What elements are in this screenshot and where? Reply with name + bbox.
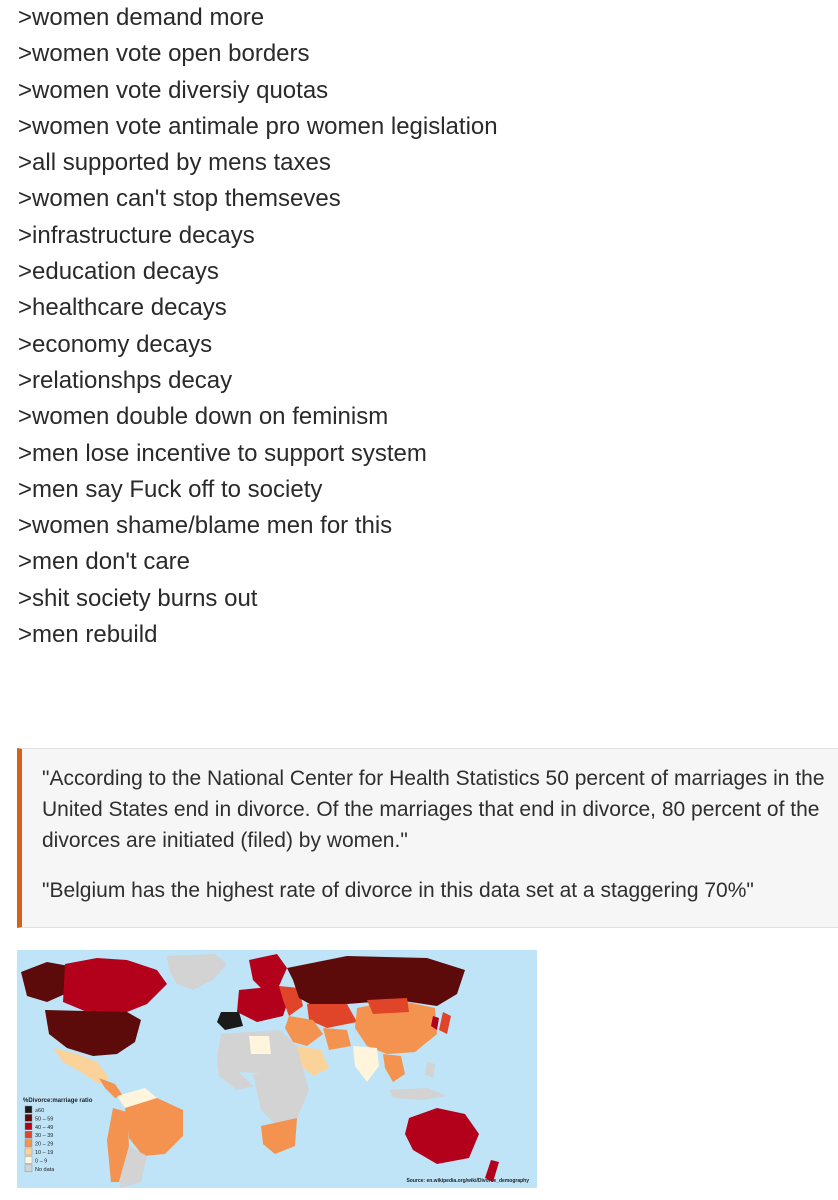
greentext-line: >education decays <box>18 258 219 286</box>
greentext-line: >infrastructure decays <box>18 221 255 249</box>
legend-swatch <box>25 1148 32 1155</box>
legend-label: 10 – 19 <box>35 1150 54 1156</box>
greentext-line: >healthcare decays <box>18 294 227 322</box>
greentext-list <box>18 0 498 653</box>
greentext-line: >all supported by mens taxes <box>18 149 331 177</box>
greentext-line: >economy decays <box>18 330 213 358</box>
legend-label: 30 – 39 <box>35 1133 54 1140</box>
legend-label: 50 – 59 <box>35 1116 54 1123</box>
greentext-line: >men lose incentive to support system <box>18 439 427 467</box>
greentext-line: >women can't stop themseves <box>18 185 341 213</box>
libya-egypt <box>249 1036 271 1054</box>
map-source: Source: en.wikipedia.org/wiki/Divorce_demography <box>406 1178 529 1184</box>
legend-swatch <box>25 1131 32 1138</box>
quote-paragraph-1: "According to the National Center for Health Statistics 50 percent of marriages in the United States end in divorce. Of the marriages that end in divorce, 80 percent of the divorces are initiated (filed) by women." <box>42 767 825 852</box>
greentext-line: >women double down on feminism <box>18 403 389 431</box>
legend-label: 40 – 49 <box>35 1124 54 1131</box>
blockquote <box>17 748 838 928</box>
legend-label: 0 – 9 <box>35 1158 48 1165</box>
legend-title: %Divorce:marriage ratio <box>23 1098 93 1104</box>
legend-label: ≥60 <box>35 1108 45 1114</box>
legend-swatch <box>25 1156 32 1163</box>
greentext-line: >men rebuild <box>18 621 158 649</box>
mongolia <box>367 998 409 1014</box>
greentext-line: >men say Fuck off to society <box>18 475 323 503</box>
legend-swatch <box>25 1106 32 1113</box>
greentext-line: >women vote diversiy quotas <box>18 76 329 104</box>
world-map-svg <box>17 950 537 1188</box>
legend-swatch <box>25 1123 32 1130</box>
greentext-line: >men don't care <box>18 548 191 576</box>
divorce-world-map <box>17 950 537 1188</box>
legend-swatch <box>25 1140 32 1147</box>
legend-label: No data <box>35 1166 55 1173</box>
greentext-line: >women shame/blame men for this <box>18 512 393 540</box>
legend-swatch <box>25 1114 32 1121</box>
greentext-line: >women demand more <box>18 4 265 31</box>
greentext-line: >relationshps decay <box>18 366 233 394</box>
legend-label: 20 – 29 <box>35 1141 54 1148</box>
greentext-line: >women vote antimale pro women legislation <box>18 112 498 140</box>
legend-swatch <box>25 1165 32 1172</box>
greentext-line: >shit society burns out <box>18 584 258 612</box>
greentext-line: >women vote open borders <box>18 40 310 68</box>
quote-paragraph-2: "Belgium has the highest rate of divorce in this data set at a staggering 70%" <box>42 879 754 902</box>
